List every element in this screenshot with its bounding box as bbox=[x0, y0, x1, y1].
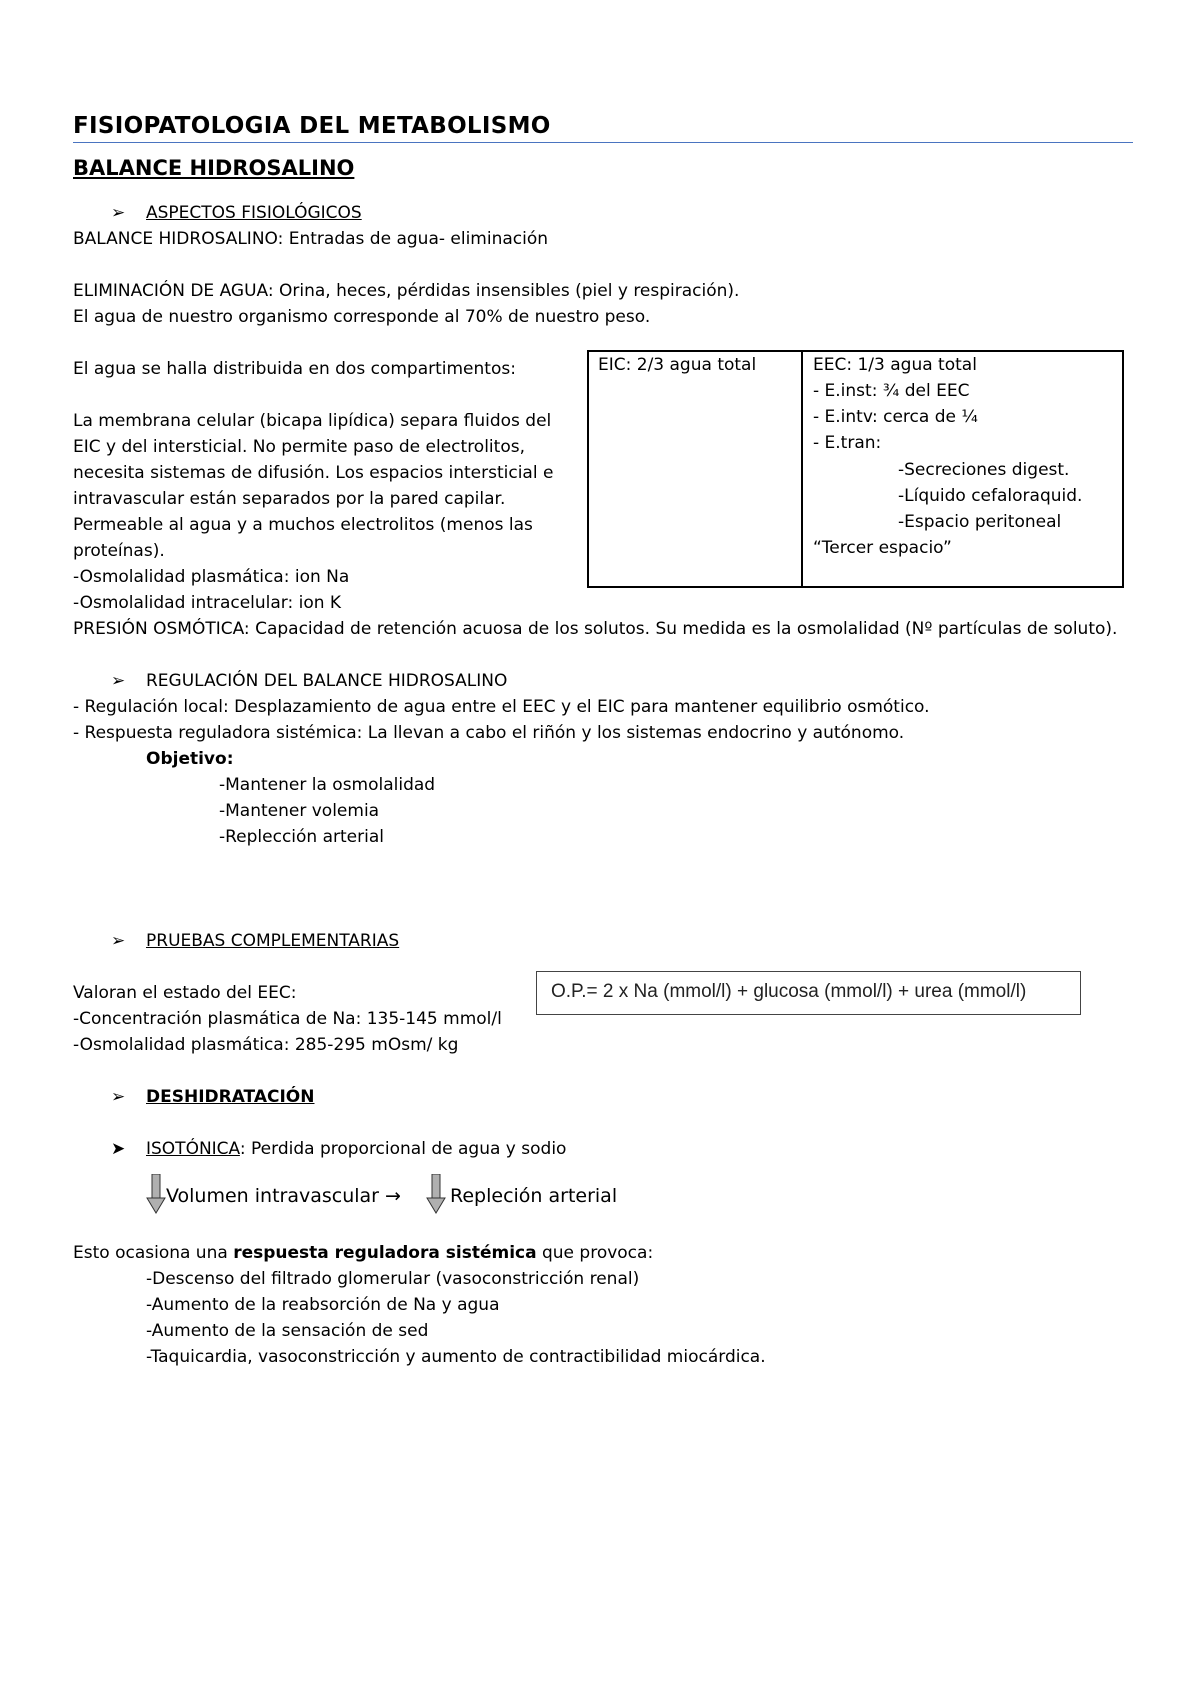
eliminacion-line: ELIMINACIÓN DE AGUA: Orina, heces, pérdidas insensibles (piel y respiración). bbox=[73, 281, 740, 301]
paragraph-line: Permeable al agua y a muchos electrolitos (menos las bbox=[73, 515, 533, 535]
eec-line: -Líquido cefaloraquid. bbox=[898, 486, 1083, 506]
down-arrow-icon bbox=[146, 1174, 166, 1214]
paragraph-line: necesita sistemas de difusión. Los espacios intersticial e bbox=[73, 463, 554, 483]
down-arrow-icon bbox=[426, 1174, 446, 1214]
section-heading-pruebas: PRUEBAS COMPLEMENTARIAS bbox=[146, 931, 400, 951]
concentracion-line: -Concentración plasmática de Na: 135-145 mmol/l bbox=[73, 1009, 502, 1029]
section-heading-aspectos: ASPECTOS FISIOLÓGICOS bbox=[146, 203, 362, 223]
document-title: FISIOPATOLOGIA DEL METABOLISMO bbox=[73, 113, 551, 139]
paragraph-line: EIC y del intersticial. No permite paso de electrolitos, bbox=[73, 437, 525, 457]
isotonica-line: ISOTÓNICA: Perdida proporcional de agua y sodio bbox=[146, 1139, 567, 1159]
arrowhead-bullet-icon: ➤ bbox=[111, 1139, 126, 1159]
valoran-line: Valoran el estado del EEC: bbox=[73, 983, 297, 1003]
volumen-intravascular: Volumen intravascular → bbox=[166, 1185, 401, 1207]
arrowhead-bullet-icon: ➢ bbox=[111, 203, 126, 223]
eec-line: - E.intv: cerca de ¼ bbox=[813, 407, 978, 427]
respuesta-item: -Descenso del filtrado glomerular (vasoconstricción renal) bbox=[146, 1269, 640, 1289]
section-heading-deshidratacion: DESHIDRATACIÓN bbox=[146, 1087, 315, 1107]
respuesta-item: -Taquicardia, vasoconstricción y aumento de contractibilidad miocárdica. bbox=[146, 1347, 766, 1367]
objetivo-item: -Replección arterial bbox=[219, 827, 384, 847]
eic-cell: EIC: 2/3 agua total bbox=[598, 355, 757, 375]
respuesta-item: -Aumento de la reabsorción de Na y agua bbox=[146, 1295, 500, 1315]
objetivo-item: -Mantener volemia bbox=[219, 801, 380, 821]
distribuida-line: El agua se halla distribuida en dos compartimentos: bbox=[73, 359, 516, 379]
balance-definition: BALANCE HIDROSALINO: Entradas de agua- eliminación bbox=[73, 229, 549, 249]
title-rule bbox=[73, 142, 1133, 143]
agua-percentage-line: El agua de nuestro organismo corresponde al 70% de nuestro peso. bbox=[73, 307, 651, 327]
section-heading-regulacion: REGULACIÓN DEL BALANCE HIDROSALINO bbox=[146, 671, 508, 691]
eec-line: “Tercer espacio” bbox=[813, 538, 952, 558]
table-divider bbox=[801, 352, 803, 586]
paragraph-line: proteínas). bbox=[73, 541, 165, 561]
replecion-arterial: Repleción arterial bbox=[450, 1185, 618, 1207]
paragraph-line: intravascular están separados por la pared capilar. bbox=[73, 489, 506, 509]
osmolalidad-intracelular: -Osmolalidad intracelular: ion K bbox=[73, 593, 342, 613]
eec-line: -Secreciones digest. bbox=[898, 460, 1070, 480]
eec-line: - E.inst: ¾ del EEC bbox=[813, 381, 970, 401]
paragraph-line: La membrana celular (bicapa lipídica) separa fluidos del bbox=[73, 411, 552, 431]
presion-osmotica-line: PRESIÓN OSMÓTICA: Capacidad de retención acuosa de los solutos. Su medida es la osmolalidad (Nº partículas de soluto). bbox=[73, 619, 1118, 639]
objetivo-label: Objetivo: bbox=[146, 749, 234, 769]
document-subtitle: BALANCE HIDROSALINO bbox=[73, 156, 355, 180]
respuesta-item: -Aumento de la sensación de sed bbox=[146, 1321, 429, 1341]
osmolalidad-plasmatica: -Osmolalidad plasmática: ion Na bbox=[73, 567, 350, 587]
arrowhead-bullet-icon: ➢ bbox=[111, 931, 126, 951]
eec-line: - E.tran: bbox=[813, 433, 882, 453]
regulacion-local: - Regulación local: Desplazamiento de agua entre el EEC y el EIC para mantener equilibrio osmótico. bbox=[73, 697, 930, 717]
esto-ocasiona-line: Esto ocasiona una respuesta reguladora sistémica que provoca: bbox=[73, 1243, 654, 1263]
osmolalidad-formula-box: O.P.= 2 x Na (mmol/l) + glucosa (mmol/l) + urea (mmol/l) bbox=[536, 971, 1081, 1015]
objetivo-item: -Mantener la osmolalidad bbox=[219, 775, 436, 795]
respuesta-sistemica: - Respuesta reguladora sistémica: La llevan a cabo el riñón y los sistemas endocrino y autónomo. bbox=[73, 723, 905, 743]
arrowhead-bullet-icon: ➢ bbox=[111, 1087, 126, 1107]
osmolalidad-line: -Osmolalidad plasmática: 285-295 mOsm/ kg bbox=[73, 1035, 459, 1055]
arrowhead-bullet-icon: ➢ bbox=[111, 671, 126, 691]
eec-line: -Espacio peritoneal bbox=[898, 512, 1062, 532]
eec-line: EEC: 1/3 agua total bbox=[813, 355, 977, 375]
